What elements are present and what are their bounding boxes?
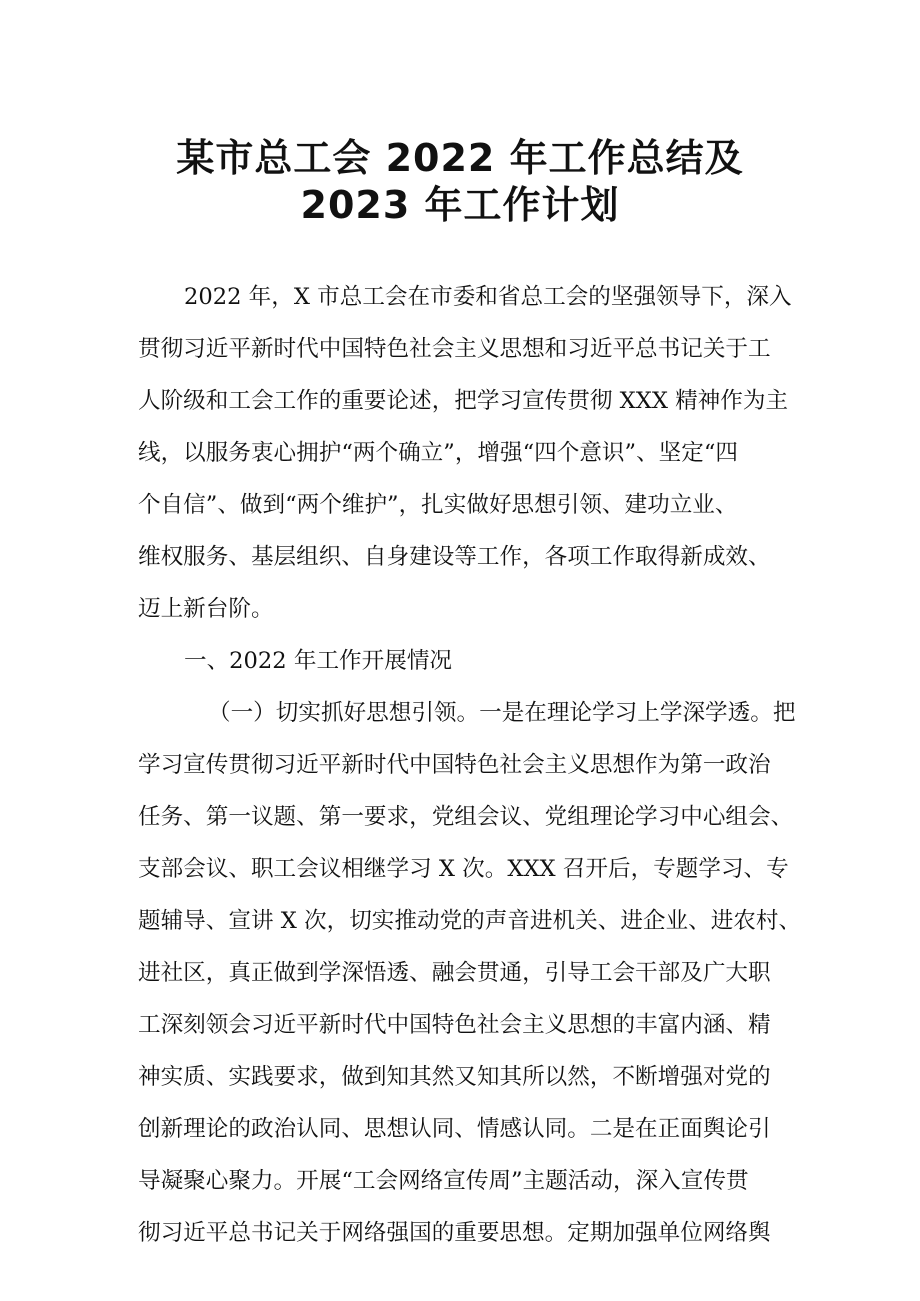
paragraph-2-line-3: 任务、第一议题、第一要求，党组会议、党组理论学习中心组会、 [138, 804, 794, 830]
section-heading-1: 一、2022 年工作开展情况 [184, 648, 453, 674]
paragraph-1-line-2: 贯彻习近平新时代中国特色社会主义思想和习近平总书记关于工 [138, 336, 771, 362]
paragraph-1-line-4: 线，以服务衷心拥护“两个确立”，增强“四个意识”、坚定“四 [138, 440, 739, 466]
paragraph-1-line-6: 维权服务、基层组织、自身建设等工作，各项工作取得新成效、 [138, 544, 771, 570]
paragraph-2-line-6: 进社区，真正做到学深悟透、融会贯通，引导工会干部及广大职 [138, 960, 771, 986]
paragraph-1-line-7: 迈上新台阶。 [138, 596, 274, 622]
paragraph-2-line-5: 题辅导、宣讲 X 次，切实推动党的声音进机关、进企业、进农村、 [138, 908, 802, 934]
paragraph-1-line-3: 人阶级和工会工作的重要论述，把学习宣传贯彻 XXX 精神作为主 [138, 388, 789, 414]
paragraph-2-line-10: 导凝聚心聚力。开展“工会网络宣传周”主题活动，深入宣传贯 [138, 1168, 749, 1194]
paragraph-2-line-4: 支部会议、职工会议相继学习 X 次。XXX 召开后，专题学习、专 [138, 856, 789, 882]
paragraph-2-line-7: 工深刻领会习近平新时代中国特色社会主义思想的丰富内涵、精 [138, 1012, 771, 1038]
paragraph-2-line-8: 神实质、实践要求，做到知其然又知其所以然，不断增强对党的 [138, 1064, 771, 1090]
paragraph-2-line-1: （一）切实抓好思想引领。一是在理论学习上学深学透。把 [208, 700, 796, 726]
document-title-line-1: 某市总工会 2022 年工作总结及 [176, 136, 744, 180]
paragraph-2-line-11: 彻习近平总书记关于网络强国的重要思想。定期加强单位网络舆 [138, 1220, 771, 1246]
paragraph-2-line-9: 创新理论的政治认同、思想认同、情感认同。二是在正面舆论引 [138, 1116, 771, 1142]
paragraph-1-line-5: 个自信”、做到“两个维护”，扎实做好思想引领、建功立业、 [138, 492, 738, 518]
document-title-line-2: 2023 年工作计划 [300, 183, 620, 227]
paragraph-2-line-2: 学习宣传贯彻习近平新时代中国特色社会主义思想作为第一政治 [138, 752, 771, 778]
paragraph-1-line-1: 2022 年，X 市总工会在市委和省总工会的坚强领导下，深入 [184, 284, 792, 310]
